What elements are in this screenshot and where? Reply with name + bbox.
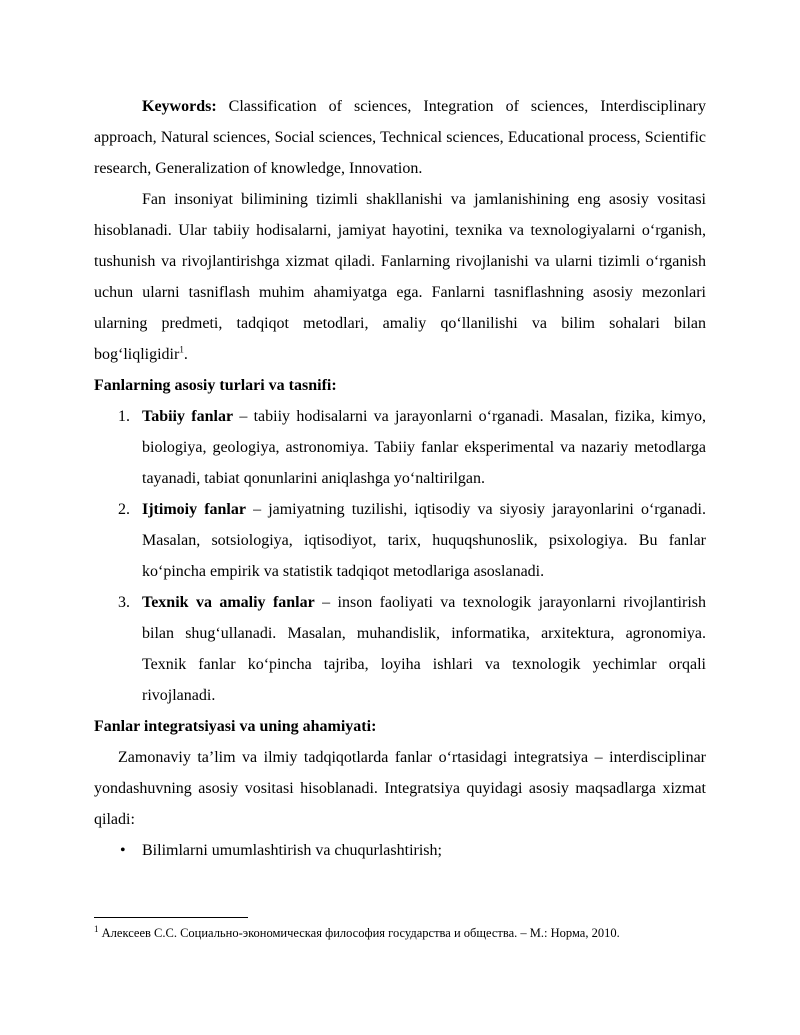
list-item	[94, 401, 706, 494]
keywords-label: Keywords:	[142, 98, 217, 115]
section-heading-integration: Fanlar integratsiyasi va uning ahamiyati:	[94, 718, 377, 735]
list-item	[94, 835, 706, 866]
intro-paragraph	[94, 184, 706, 370]
list-item-text: – inson faoliyati va texnologik jarayonlarni rivojlantirish bilan shug‘ullanadi. Masalan, muhandislik, informatika, arxitektura, agronomiya. Texnik fanlar ko‘pincha tajriba, loyiha ishlari va texnologik yechimlar orqali rivojlanadi.	[142, 594, 706, 704]
list-item	[94, 587, 706, 711]
list-item-text: Bilimlarni umumlashtirish va chuqurlashtirish;	[142, 842, 442, 859]
section-heading-types: Fanlarning asosiy turlari va tasnifi:	[94, 377, 337, 394]
list-number: 3.	[118, 594, 130, 611]
footnote-mark: 1	[94, 923, 99, 934]
intro-text: Fan insoniyat bilimining tizimli shakllanishi va jamlanishining eng asosiy vositasi hisoblanadi. Ular tabiiy hodisalarni, jamiyat hayotini, texnika va texnologiyalarni o‘rganish, tushunish va rivojlantirishga xizmat qiladi. Fanlarning rivojlanishi va ularni tizimli o‘rganish uchun ularni tasniflash muhim ahamiyatga ega. Fanlarni tasniflashning asosiy mezonlari ularning predmeti, tadqiqot metodlari, amaliy qo‘llanilishi va bilim sohalari bilan bog‘liqligidir	[94, 191, 706, 363]
bullet-icon: •	[120, 842, 126, 859]
footnote-divider	[94, 917, 248, 918]
list-item-term: Ijtimoiy fanlar	[142, 501, 246, 518]
keywords-text: Classification of sciences, Integration of sciences, Interdisciplinary approach, Natural sciences, Social sciences, Technical sciences, Educational process, Scientific research, Generalization of knowledge, Innovation.	[94, 98, 706, 177]
intro-end: .	[183, 346, 188, 363]
list-item-term: Texnik va amaliy fanlar	[142, 594, 315, 611]
list-item-text: – tabiiy hodisalarni va jarayonlarni o‘rganadi. Masalan, fizika, kimyo, biologiya, geologiya, astronomiya. Tabiiy fanlar eksperimental va nazariy metodlarga tayanadi, tabiat qonunlarini aniqlashga yo‘naltirilgan.	[142, 408, 706, 487]
document-page	[94, 91, 706, 866]
footnote	[94, 924, 714, 942]
list-number: 2.	[118, 501, 130, 518]
science-types-list	[94, 401, 706, 711]
list-item-text: – jamiyatning tuzilishi, iqtisodiy va siyosiy jarayonlarini o‘rganadi. Masalan, sotsiologiya, iqtisodiyot, tarix, huquqshunoslik, psixologiya. Bu fanlar ko‘pincha empirik va statistik tadqiqot metodlariga asoslanadi.	[142, 501, 706, 580]
list-item-term: Tabiiy fanlar	[142, 408, 234, 425]
footnote-text: Алексеев С.С. Социально-экономическая философия государства и общества. – М.: Норма, 2010.	[98, 926, 620, 940]
integration-goals-list	[94, 835, 706, 866]
integration-paragraph: Zamonaviy ta’lim va ilmiy tadqiqotlarda fanlar o‘rtasidagi integratsiya – interdisciplinar yondashuvning asosiy vositasi hisoblanadi. Integratsiya quyidagi asosiy maqsadlarga xizmat qiladi:	[94, 749, 706, 828]
list-number: 1.	[118, 408, 130, 425]
footnote-reference[interactable]: 1	[179, 344, 184, 355]
list-item	[94, 494, 706, 587]
keywords-paragraph	[94, 91, 706, 184]
